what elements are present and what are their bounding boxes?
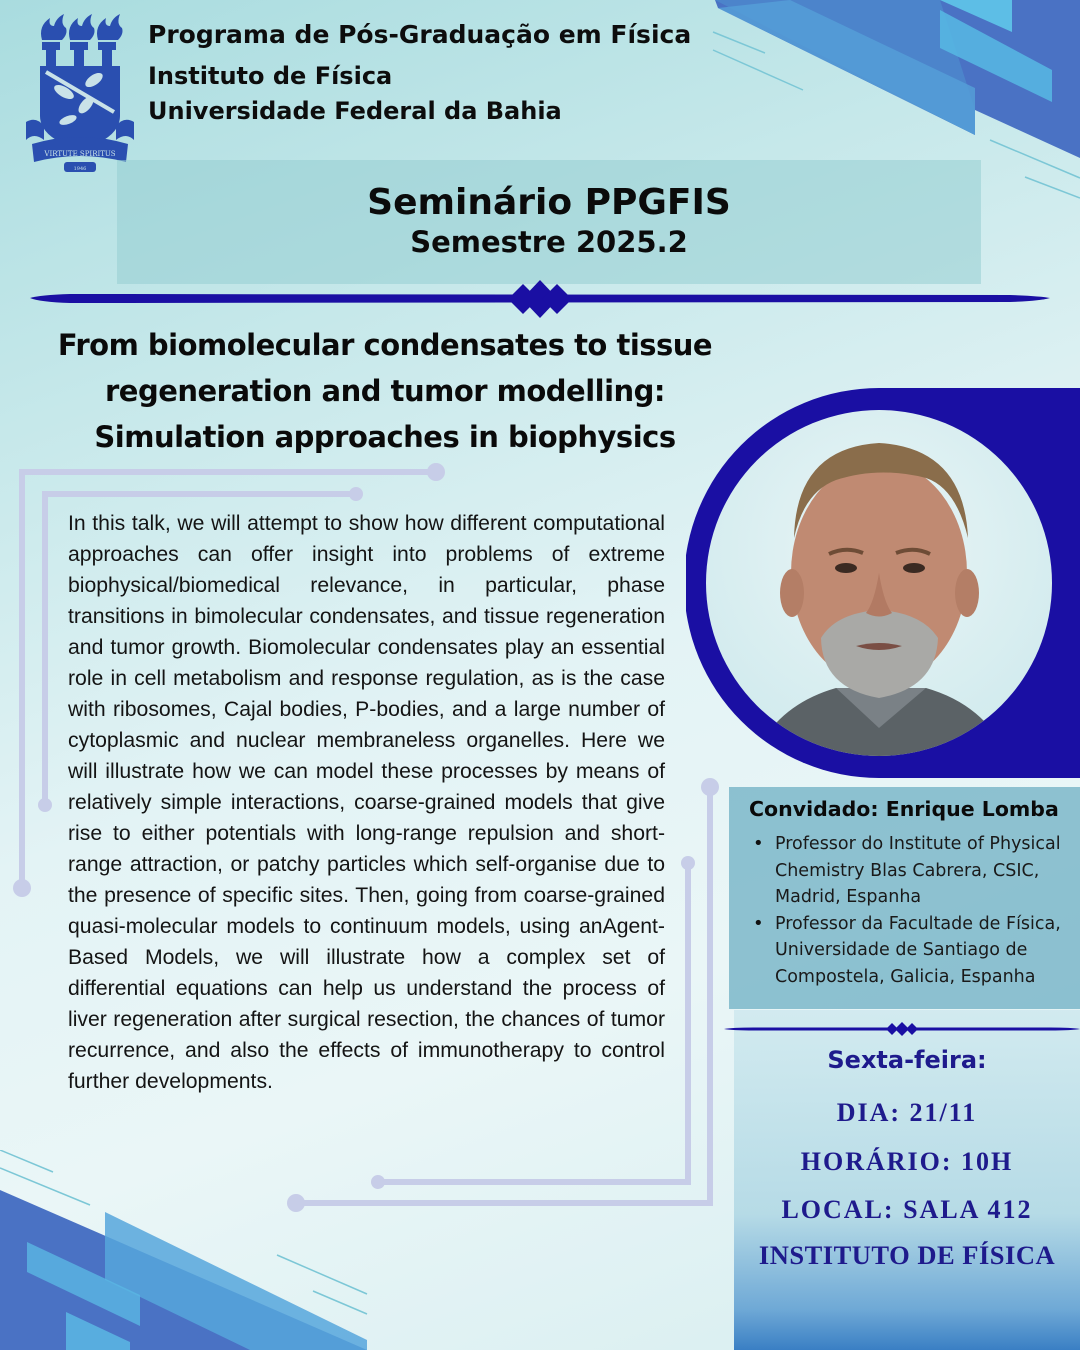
affiliation-item: • Professor do Institute of Physical Chemistry Blas Cabrera, CSIC, Madrid, Espanha (749, 831, 1080, 911)
diamond-icon (906, 1023, 918, 1035)
crest-motto: VIRTUTE SPIRITUS (44, 150, 116, 158)
date-label: DIA: 21/11 (836, 1098, 978, 1127)
speaker-photo (686, 388, 1080, 778)
room-label: LOCAL: SALA 412 (781, 1195, 1033, 1224)
speaker-name: Convidado: Enrique Lomba (749, 797, 1059, 821)
crest-year: 1946 (73, 166, 87, 172)
schedule-divider (724, 1018, 1080, 1040)
time-label: HORÁRIO: 10H (800, 1147, 1014, 1176)
ufba-crest-logo (24, 10, 136, 176)
seminar-banner (117, 160, 981, 284)
program-name: Programa de Pós-Graduação em Física (148, 20, 692, 49)
talk-title-line: Simulation approaches in biophysics (94, 420, 676, 454)
institute-name: Instituto de Física (148, 62, 393, 90)
venue-label: INSTITUTO DE FÍSICA (758, 1240, 1056, 1270)
speaker-affiliations (749, 831, 1080, 990)
talk-title (30, 322, 740, 460)
speaker-photo-frame (686, 388, 1080, 778)
university-name: Universidade Federal da Bahia (148, 97, 562, 125)
speaker-info-box (729, 787, 1080, 1009)
section-divider (30, 276, 1050, 322)
talk-abstract: In this talk, we will attempt to show how different computational approaches can offer insight into problems of extreme biophysical/biomedical relevance, in particular, phase transitions in bimolecular condensates, and tissue regeneration and tumor growth. Biomolecular condensates play an essential role in cell metabolism and response regulation, as is the case with ribosomes, Cajal bodies, P-bodies, and a large number of cytoplasmic and nuclear membraneless organelles. Here we will illustrate how we can model these processes by means of relatively simple interactions, coarse-grained models that give rise to either potentials with long-range repulsion and short-range attraction, or patchy particles which self-organise due to the presence of specific sites. Then, going from coarse-grained quasi-molecular models to continuum models, using anAgent-Based Models, we will illustrate how a complex set of differential equations can help us understand the process of liver regeneration after surgical resection, the chances of tumor recurrence, and also the effects of immunotherapy to control further developments. (68, 512, 665, 1093)
semester-label: Semestre 2025.2 (410, 225, 688, 259)
talk-title-line: regeneration and tumor modelling: (104, 374, 666, 408)
talk-title-line: From biomolecular condensates to tissue (57, 328, 713, 362)
affiliation-item: • Professor da Facultade de Física, Universidade de Santiago de Compostela, Galicia, Espanha (749, 911, 1080, 991)
seminar-title: Seminário PPGFIS (367, 182, 731, 223)
weekday-label: Sexta-feira: (827, 1046, 987, 1074)
